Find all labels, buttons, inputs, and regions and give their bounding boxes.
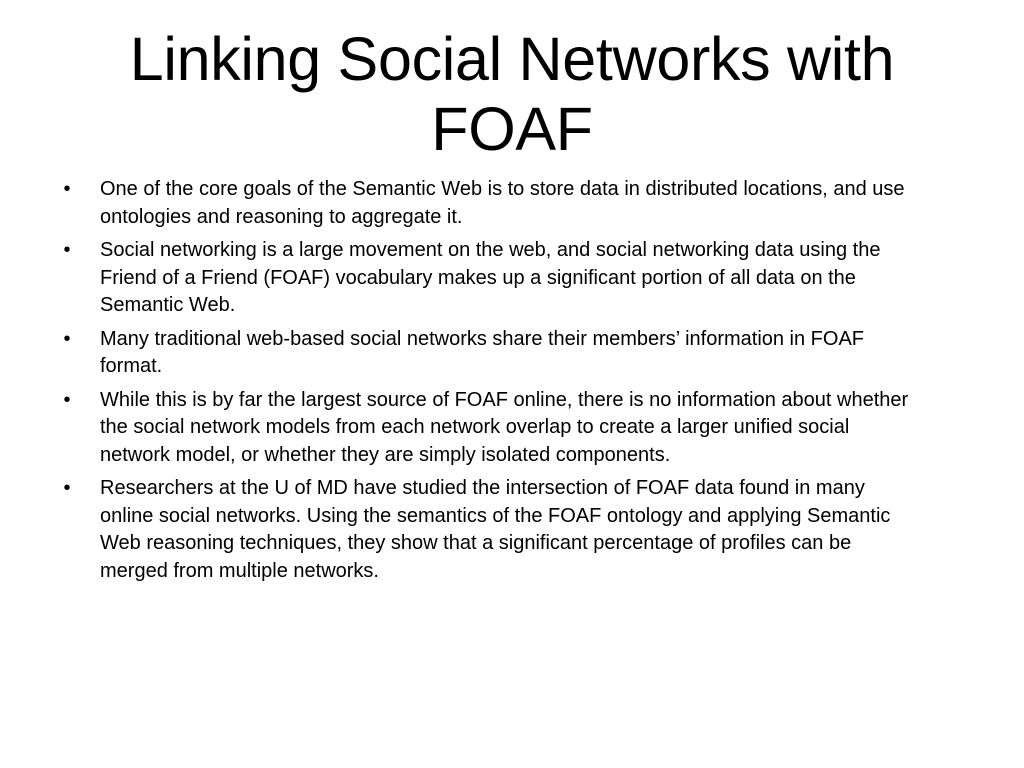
bullet-item bbox=[60, 387, 920, 470]
bullet-text: While this is by far the largest source of FOAF online, there is no information about whether the social network models from each network overlap to create a larger unified social network model, or whether they are simply isolated components. bbox=[100, 388, 909, 466]
bullet-text: Social networking is a large movement on the web, and social networking data using the Friend of a Friend (FOAF) vocabulary makes up a significant portion of all data on the Semantic Web. bbox=[100, 239, 881, 316]
slide-title: Linking Social Networks with FOAF bbox=[129, 25, 895, 163]
bullet-marker: • bbox=[63, 327, 71, 350]
bullet-item bbox=[60, 475, 920, 585]
bullet-marker: • bbox=[63, 477, 71, 499]
bullet-text: Researchers at the U of MD have studied the intersection of FOAF data found in many online social networks. Using the semantics of the FOAF ontology and applying Semantic Web reasoning techniques, they show that a significant percentage of profiles can be merged from multiple networks. bbox=[100, 477, 891, 582]
bullet-marker: • bbox=[63, 239, 71, 261]
bullet-item bbox=[60, 326, 920, 381]
bullet-marker: • bbox=[63, 178, 71, 200]
bullet-text: Many traditional web-based social networks share their members’ information in FOAF format. bbox=[100, 327, 865, 377]
bullet-text: One of the core goals of the Semantic Web is to store data in distributed locations, and use ontologies and reasoning to aggregate it. bbox=[100, 178, 905, 228]
bullet-item bbox=[60, 237, 920, 320]
bullet-list bbox=[60, 176, 920, 591]
bullet-marker: • bbox=[63, 388, 71, 411]
bullet-item bbox=[60, 176, 920, 231]
